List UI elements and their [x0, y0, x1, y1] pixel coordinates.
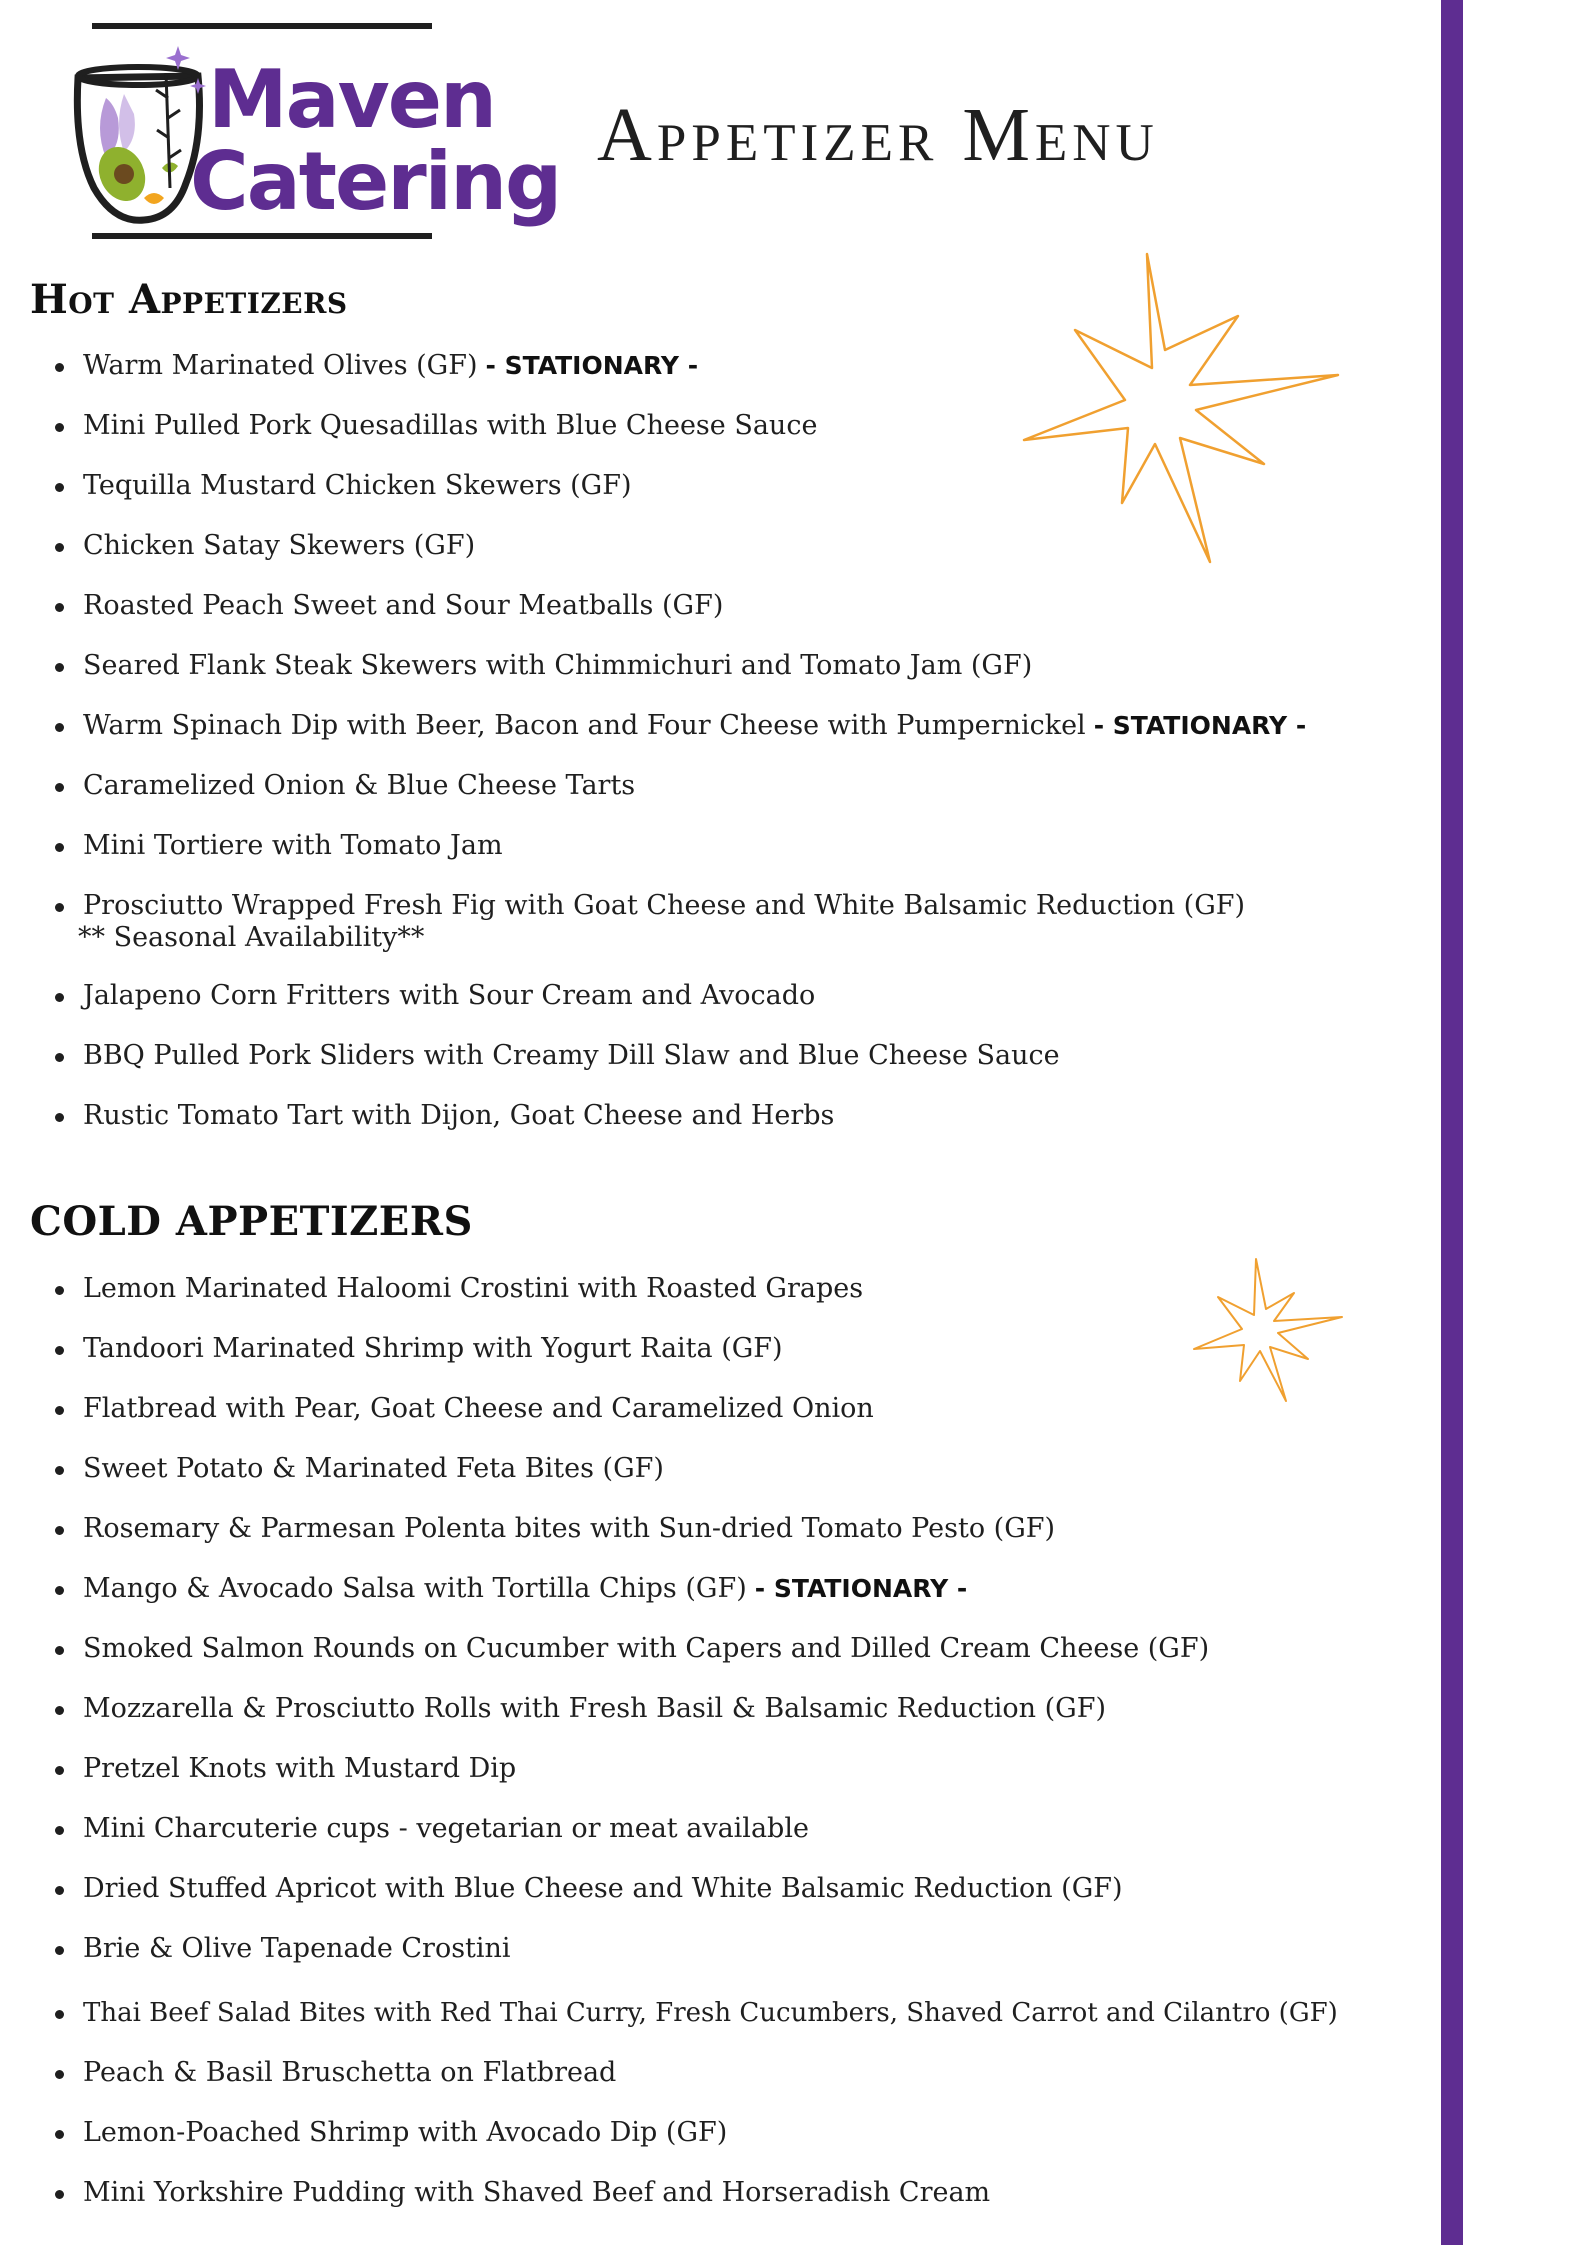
bullet	[55, 423, 64, 432]
bullet	[55, 2190, 64, 2199]
bullet	[55, 543, 64, 552]
bullet	[55, 1946, 64, 1955]
logo-bottom-rule	[92, 233, 432, 239]
logo-top-rule	[92, 23, 432, 29]
cold-appetizers-heading: COLD APPETIZERS	[30, 1198, 473, 1245]
page-title: Appetizer Menu	[597, 93, 1159, 177]
bullet	[55, 663, 64, 672]
bullet	[55, 783, 64, 792]
stationary-tag: - STATIONARY -	[754, 1574, 968, 1603]
bullet	[55, 1706, 64, 1715]
bullet	[55, 1826, 64, 1835]
bullet	[55, 1113, 64, 1122]
bullet	[55, 483, 64, 492]
brand-name-line-1: Maven	[208, 53, 495, 146]
bullet	[55, 1766, 64, 1775]
bullet	[55, 1406, 64, 1415]
side-accent-bar	[1441, 0, 1463, 2245]
bullet	[55, 843, 64, 852]
stationary-tag: - STATIONARY -	[485, 351, 699, 380]
stationary-tag: - STATIONARY -	[1093, 711, 1307, 740]
bullet	[55, 2010, 64, 2019]
bullet	[55, 1286, 64, 1295]
hot-appetizers-heading: Hot Appetizers	[30, 276, 348, 323]
bullet	[55, 2070, 64, 2079]
bullet	[55, 1886, 64, 1895]
bullet	[55, 723, 64, 732]
seasonal-note: ** Seasonal Availability**	[78, 922, 425, 953]
bullet	[55, 903, 64, 912]
bullet	[55, 1346, 64, 1355]
bullet	[55, 2130, 64, 2139]
bullet	[55, 1586, 64, 1595]
sparkle-star-small-icon	[1190, 1255, 1350, 1405]
bullet	[55, 1466, 64, 1475]
bullet	[55, 363, 64, 372]
brand-name-line-2: Catering	[190, 135, 561, 228]
bullet	[55, 993, 64, 1002]
bullet	[55, 1526, 64, 1535]
bullet	[55, 1646, 64, 1655]
maven-catering-logo	[66, 20, 561, 245]
bullet	[55, 603, 64, 612]
bullet	[55, 1053, 64, 1062]
sparkle-star-icon	[1020, 250, 1345, 570]
